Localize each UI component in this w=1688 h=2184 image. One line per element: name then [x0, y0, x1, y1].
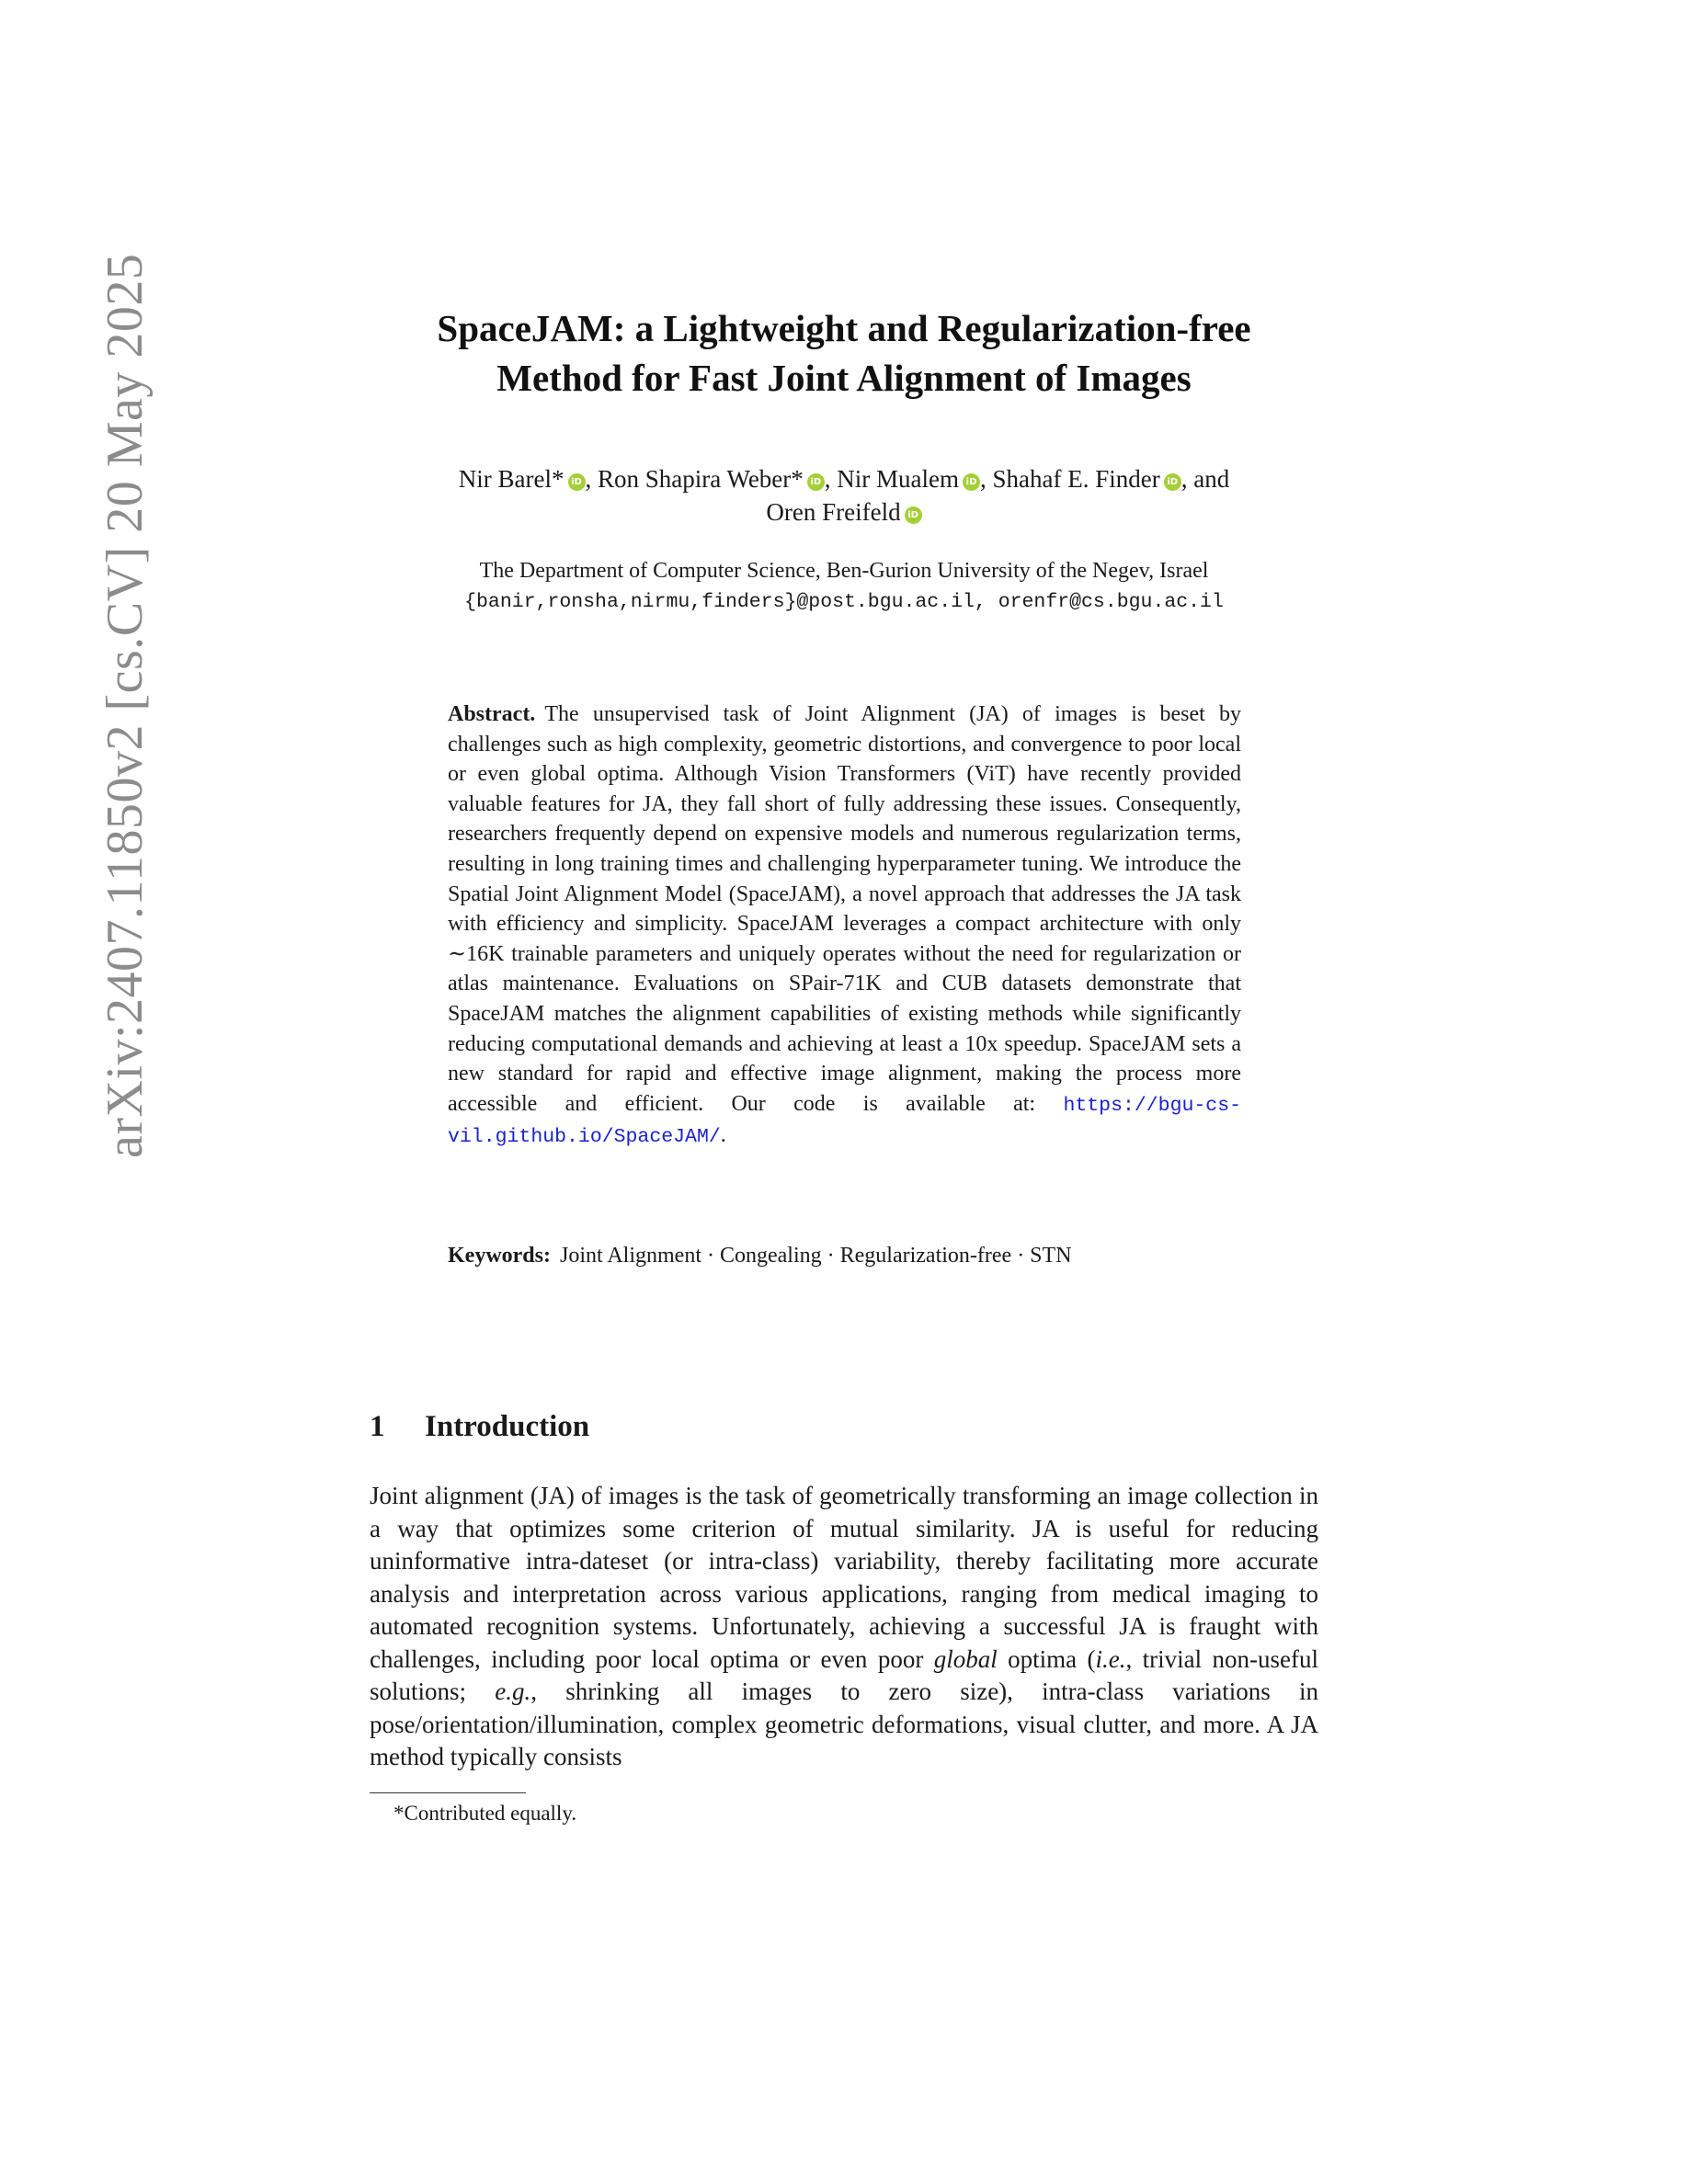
footnote: *Contributed equally. [393, 1802, 577, 1825]
orcid-icon[interactable]: iD [905, 506, 922, 524]
keywords-label: Keywords: [448, 1244, 551, 1268]
author-name: Oren Freifeld [766, 498, 901, 526]
footnote-rule [370, 1792, 526, 1793]
section-number: 1 [370, 1410, 385, 1443]
paper-title [349, 303, 1339, 403]
introduction-paragraph [370, 1480, 1318, 1774]
orcid-icon[interactable]: iD [807, 473, 825, 491]
intro-text: optima ( [1008, 1644, 1096, 1673]
intro-emphasis-global: global [933, 1644, 998, 1673]
keywords-text: Joint Alignment · Congealing · Regularization-free · STN [559, 1244, 1072, 1268]
author-list [349, 462, 1339, 529]
author-name: , Nir Mualem [824, 465, 960, 493]
code-url-link[interactable]: https://bgu-cs-vil.github.io/SpaceJAM/ [448, 1094, 1242, 1149]
author-line-2 [349, 495, 1339, 529]
intro-text: , trivial non-useful solutions; [370, 1644, 1318, 1705]
section-title: Introduction [425, 1410, 590, 1443]
author-separator: , and [1180, 465, 1230, 493]
affiliation: The Department of Computer Science, Ben-Gurion University of the Negev, Israel [479, 559, 1209, 583]
author-name: , Ron Shapira Weber* [585, 465, 804, 493]
intro-text: Joint alignment (JA) of images is the task of geometrically transforming an image collection in a way that optimizes some criterion of mutual similarity. JA is useful for reducing uninformative intra-dateset (or intra-class) variability, thereby facilitating more accurate analysis and interpretation across various applications, ranging from medical imaging to automated recognition systems. Unfortunately, achieving a successful JA is fraught with challenges, including poor local optima or even poor [370, 1482, 1318, 1673]
title-line-2: Method for Fast Joint Alignment of Images [496, 357, 1192, 399]
abstract-label: Abstract. [448, 702, 536, 726]
orcid-icon[interactable]: iD [1164, 473, 1181, 491]
author-emails: {banir,ronsha,nirmu,finders}@post.bgu.ac.il, orenfr@cs.bgu.ac.il [464, 591, 1224, 613]
title-line-1: SpaceJAM: a Lightweight and Regularization-free [437, 307, 1251, 349]
author-name: , Shahaf E. Finder [980, 465, 1160, 493]
intro-emphasis-ie: i.e. [1095, 1644, 1126, 1673]
orcid-icon[interactable]: iD [963, 473, 980, 491]
abstract-text: The unsupervised task of Joint Alignment (JA) of images is beset by challenges such as high complexity, geometric distortions, and convergence to poor local or even global optima. Although Vision Transformers (ViT) have recently provided valuable features for JA, they fall short of fully addressing these issues. Consequently, researchers frequently depend on expensive models and numerous regularization terms, resulting in long training times and challenging hyperparameter tuning. We introduce the Spatial Joint Alignment Model (SpaceJAM), a novel approach that addresses the JA task with efficiency and simplicity. SpaceJAM leverages a compact architecture with only ∼16K trainable parameters and uniquely operates without the need for regularization or atlas maintenance. Evaluations on SPair-71K and CUB datasets demonstrate that SpaceJAM matches the alignment capabilities of existing methods while significantly reducing computational demands and achieving at least a 10x speedup. SpaceJAM sets a new standard for rapid and effective image alignment, making the process more accessible and efficient. Our code is available at: [448, 702, 1241, 1116]
abstract-end: . [720, 1123, 726, 1148]
intro-emphasis-eg: e.g. [495, 1678, 531, 1705]
keywords [448, 1241, 1241, 1270]
section-heading-introduction [370, 1406, 589, 1447]
abstract [448, 700, 1241, 1153]
author-name: Nir Barel* [458, 465, 565, 493]
arxiv-identifier-stamp: arXiv:2407.11850v2 [cs.CV] 20 May 2025 [97, 253, 154, 1158]
orcid-icon[interactable]: iD [568, 473, 586, 491]
intro-text: , shrinking all images to zero size), intra-class variations in pose/orientation/illumination, complex geometric deformations, visual clutter, and more. A JA method typically consists [370, 1678, 1318, 1770]
author-line-1 [349, 462, 1339, 495]
